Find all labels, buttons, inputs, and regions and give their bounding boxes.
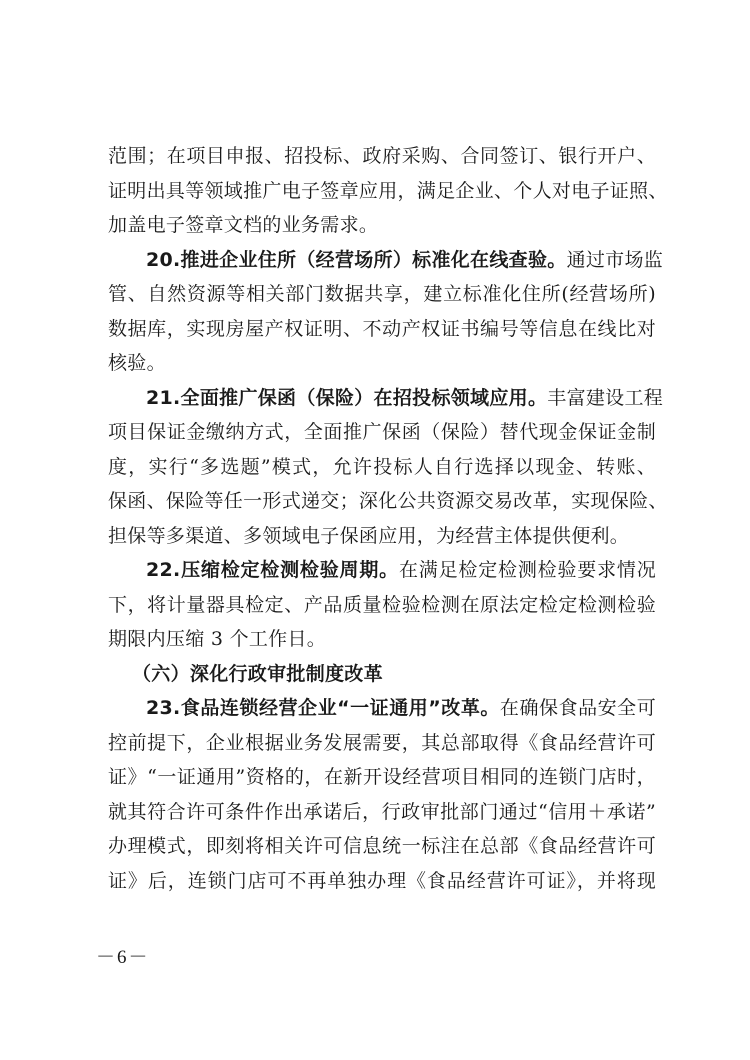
item-23-text: 在确保食品安全可: [499, 697, 656, 719]
text-line: [108, 381, 664, 416]
text-line: 数据库，实现房屋产权证明、不动产权证书编号等信息在线比对: [108, 317, 656, 340]
paragraph-19-continuation: [108, 139, 668, 243]
item-22-text: 在满足检定检测检验要求情况: [398, 559, 657, 581]
text-line: 范围；在项目申报、招投标、政府采购、合同签订、银行开户、: [108, 145, 656, 167]
text-line: 就其符合许可条件作出承诺后，行政审批部门通过“信用＋承诺”: [108, 800, 656, 823]
item-21-title: 21.全面推广保函（保险）在招投标领域应用。: [146, 386, 548, 409]
paragraph-21: [108, 381, 668, 554]
item-23-title: 23.食品连锁经营企业“一证通用”改革。: [146, 697, 500, 719]
text-line: [108, 243, 664, 278]
item-22-title: 22.压缩检定检测检验周期。: [146, 559, 399, 581]
page-number: －6－: [96, 947, 150, 968]
text-line: [108, 553, 656, 588]
text-line: 证》后，连锁门店可不再单独办理《食品经营许可证》，并将现: [108, 869, 656, 892]
document-body: [108, 139, 668, 898]
text-line: 核验。: [108, 352, 166, 374]
text-line: 证》“一证通用”资格的，在新开设经营项目相同的连锁门店时，: [108, 766, 656, 788]
section-heading: （六）深化行政审批制度改革: [132, 662, 383, 685]
item-20-text: 通过市场监: [566, 248, 664, 271]
item-20-title: 20.推进企业住所（经营场所）标准化在线查验。: [146, 248, 567, 271]
text-line: 办理模式，即刻将相关许可信息统一标注在总部《食品经营许可: [108, 835, 656, 857]
text-line: 担保等多渠道、多领域电子保函应用，为经营主体提供便利。: [108, 524, 630, 547]
text-line: 管、自然资源等相关部门数据共享，建立标准化住所(经营场所): [108, 283, 656, 305]
text-line: 控前提下，企业根据业务发展需要，其总部取得《食品经营许可: [108, 731, 656, 754]
paragraph-20: [108, 243, 664, 381]
text-line: 加盖电子签章文档的业务需求。: [108, 214, 379, 236]
text-line: 度，实行“多选题”模式，允许投标人自行选择以现金、转账、: [108, 455, 656, 478]
text-line: 下，将计量器具检定、产品质量检验检测在原法定检定检测检验: [108, 593, 656, 616]
text-line: 保函、保险等任一形式递交；深化公共资源交易改革，实现保险、: [108, 490, 668, 512]
paragraph-22: [108, 553, 656, 657]
text-line: 项目保证金缴纳方式，全面推广保函（保险）替代现金保证金制: [108, 421, 656, 443]
paragraph-23: [108, 691, 656, 898]
item-21-text: 丰富建设工程: [547, 386, 664, 409]
text-line: 期限内压缩 3 个工作日。: [108, 628, 327, 650]
text-line: [108, 691, 656, 726]
text-line: 证明出具等领域推广电子签章应用，满足企业、个人对电子证照、: [108, 179, 668, 202]
